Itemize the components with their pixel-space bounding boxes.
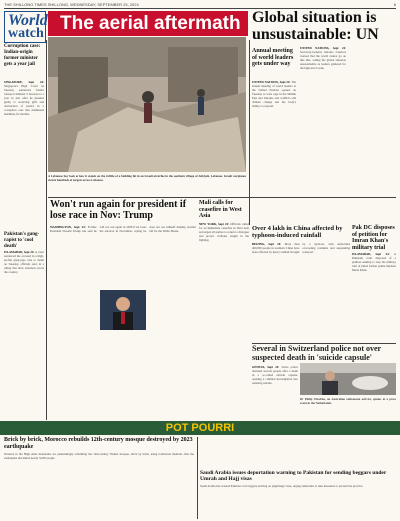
airstrike-photo bbox=[48, 37, 246, 172]
left-story-1-headline: Corruption case: Indian-origin former minister gets a year jail bbox=[4, 44, 41, 67]
saudi-headline: Saudi Arabia issues deportation warning to Pakistan for sending beggars under Umrah and Hajj visas bbox=[200, 470, 387, 482]
global-story-byline: UNITED NATIONS, Sept 24: bbox=[300, 46, 346, 50]
china-text: More than 400,000 people in southern China have been affected by heavy rainfall brought by a typhoon, with authorities evacuating residents and suspending transport. bbox=[252, 242, 350, 254]
annual-meeting-body bbox=[252, 80, 296, 220]
mali-headline: Mali calls for ceasefire in West Asia bbox=[199, 200, 242, 219]
swiss-text: Swiss police detained several people after a death in a so-called suicide capsule, opening a criminal investigation into assisting suicide. bbox=[252, 365, 298, 385]
morocco-continuation bbox=[200, 437, 396, 467]
photo-caption: A Lebanese boy look at how it stands on the rubble of a building hit in an Israeli airstrike in the southern village of Akbiyeh, Lebanon. Israeli warplanes struck hundreds of targets across Lebanon. bbox=[48, 174, 246, 182]
page-number: 6 bbox=[393, 2, 396, 7]
trump-byline: WASHINGTON, Sept 24: bbox=[50, 225, 86, 229]
left-story-1-text: Singapore's High Court on Tuesday sentenced former transport minister S Iswaran to a year in jail, after he pleaded guilty to receiving gifts and obstruction of justice in a corruption case that dominated headlines for months. bbox=[4, 84, 44, 116]
world-watch-tag bbox=[4, 11, 46, 43]
china-body bbox=[252, 242, 350, 342]
global-story-text: Secretary-General Antonio Guterres warned that the world cannot go on like this, calling the global situation unsustainable as leaders gathered for the high-level week. bbox=[300, 50, 346, 70]
column-rule-3 bbox=[197, 437, 198, 519]
left-story-1-body bbox=[4, 80, 44, 230]
trump-text: Former President Donald Trump has said he will not run again in 2028 if he loses the election in November, saying he does not see himself making another bid for the White House. bbox=[50, 225, 196, 233]
annual-meeting-byline: UNITED NATIONS, Sept 24: bbox=[252, 80, 291, 84]
section-banner: The aerial aftermath bbox=[48, 11, 248, 36]
china-headline: Over 4 lakh in China affected by typhoon-induced rainfall bbox=[252, 225, 343, 239]
swiss-byline: GENEVA, Sept 24: bbox=[252, 365, 280, 369]
swiss-headline: Several in Switzerland police not over suspected death in 'suicide capsule' bbox=[252, 344, 381, 362]
mali-body bbox=[199, 222, 249, 415]
left-story-2-body bbox=[4, 250, 44, 415]
mali-byline: NEW YORK, Sept 24: bbox=[199, 222, 229, 226]
world-watch-line1: World bbox=[8, 12, 48, 29]
pak-byline: ISLAMABAD, Sept 24: bbox=[352, 252, 390, 256]
morocco-headline: Brick by brick, Morocco rebuilds 12th-century mosque destroyed by 2023 earthquake bbox=[4, 437, 193, 450]
left-story-2-byline: ISLAMABAD, Sept 24: bbox=[4, 250, 35, 254]
global-story-continuation bbox=[350, 46, 396, 220]
global-story-body bbox=[300, 46, 346, 220]
trump-headline: Won't run again for president if lose race in Nov: Trump bbox=[50, 199, 187, 221]
annual-meeting-text: The annual meeting of world leaders at the United Nations opened on Tuesday as wars rage in the Middle East and Ukraine and conflicts and climate change test the body's ability to respond. bbox=[252, 80, 296, 108]
potpourri-title: POT POURRI bbox=[165, 422, 235, 434]
swiss-photo-caption: Dr Philip Nitschke, an Australian euthanasia activist, speaks at a press event in the Netherlands. bbox=[300, 397, 396, 405]
morocco-body: Workers in the High Atlas mountains are painstakingly rebuilding the 12th-century Tinmel mosque, brick by brick, using traditional methods after the earthquake that killed nearly 3,000 people. bbox=[4, 452, 194, 460]
swiss-body bbox=[252, 365, 298, 417]
pak-headline: Pak DC disposes of petition for Imran Khan's military trial bbox=[352, 225, 395, 251]
newspaper-dateline: THE SHILLONG TIMES SHILLONG, WEDNESDAY, SEPTEMBER 25, 2024 bbox=[4, 2, 139, 7]
world-watch-line2: watch bbox=[8, 26, 44, 41]
pak-text: A Pakistani court disposed of a petition seeking to stop the military trial of jailed former prime minister Imran Khan. bbox=[352, 252, 396, 272]
annual-meeting-headline: Annual meeting of world leaders gets under way bbox=[252, 48, 294, 67]
global-headline: Global situation is unsustainable: UN bbox=[252, 9, 379, 43]
saudi-body: Saudi Arabia has warned Pakistan over beggars arriving on pilgrimage visas, urging authorities to take measures to prevent the practice. bbox=[200, 484, 364, 488]
left-story-1-byline: SINGAPORE, Sept 24: bbox=[4, 80, 44, 84]
left-story-2-headline: Pakistan's gang-rapist to 'cool death' bbox=[4, 232, 40, 249]
row-rule-1 bbox=[48, 197, 396, 198]
mali-text: Officials called for an immediate ceasefire in West Asia and urged all parties to return to dialogue and protect civilians caught in the fighting. bbox=[199, 222, 249, 242]
potpourri-band bbox=[0, 421, 400, 435]
left-story-2-text: A court sentenced the accused in a high-profile gang-rape case to death on Tuesday, officials said, in a ruling that drew attention across the country. bbox=[4, 250, 44, 274]
trump-photo bbox=[100, 290, 146, 330]
china-byline: BEIJING, Sept 24: bbox=[252, 242, 282, 246]
column-rule-1 bbox=[46, 40, 47, 420]
swiss-photo bbox=[300, 363, 396, 395]
pak-body bbox=[352, 252, 396, 342]
